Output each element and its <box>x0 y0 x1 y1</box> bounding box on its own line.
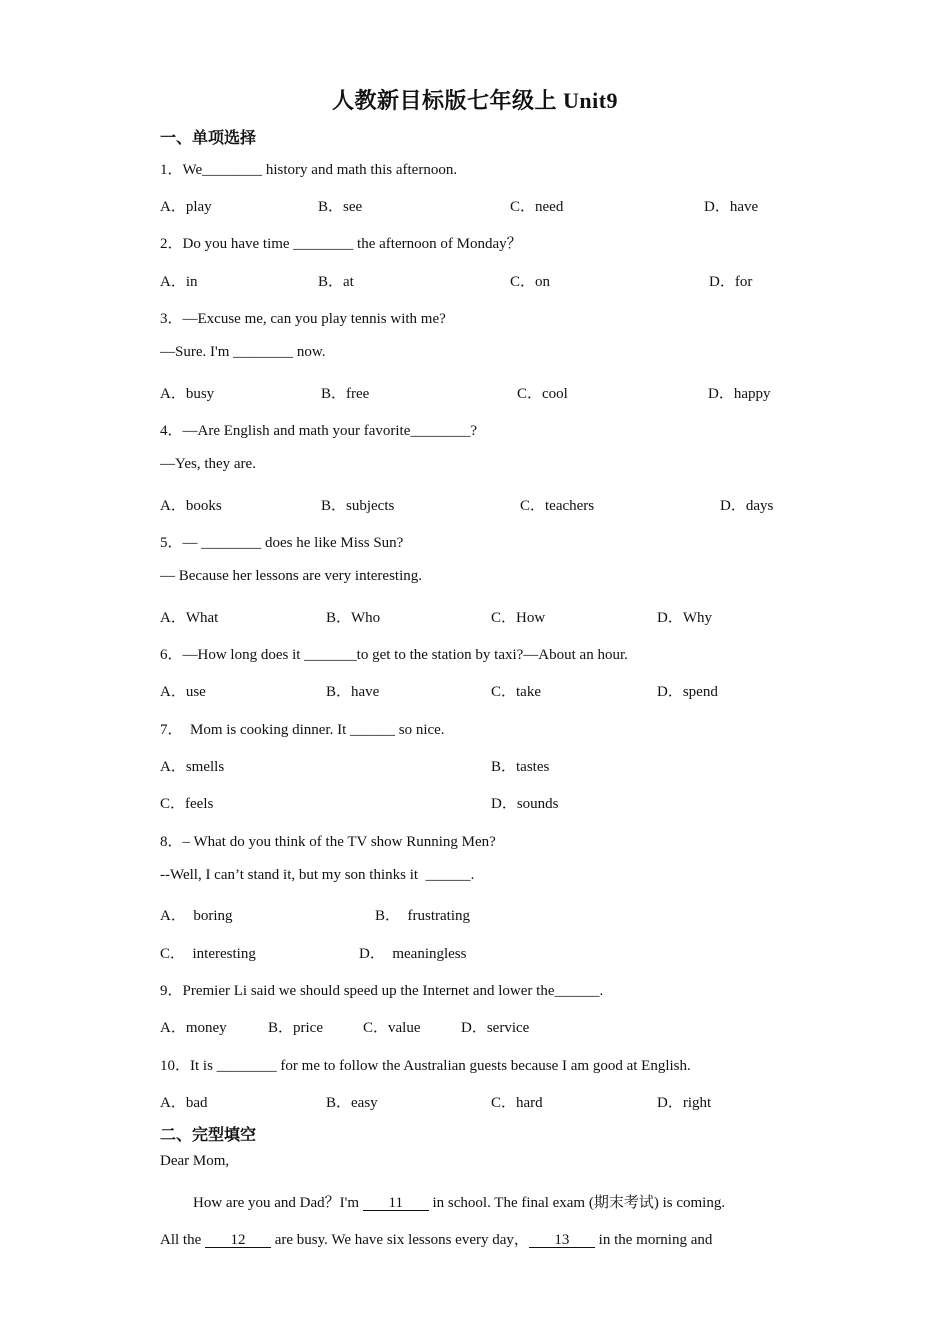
question-6-option-b: B．have <box>326 684 380 700</box>
cloze-line-2 <box>160 1228 712 1249</box>
question-5-option-c: C．How <box>491 610 546 626</box>
question-4-stem-reply: —Yes, they are. <box>160 456 256 472</box>
section-heading-cloze: 二、完型填空 <box>160 1127 257 1144</box>
question-7-option-c: C．feels <box>160 796 214 812</box>
question-1-stem: 1．We________ history and math this afternoon. <box>160 162 458 178</box>
cloze-line-1 <box>193 1191 725 1212</box>
question-5-option-a: A．What <box>160 610 219 626</box>
question-5-stem: 5．— ________ does he like Miss Sun? <box>160 535 404 551</box>
question-2-option-c: C．on <box>510 274 551 290</box>
question-9-option-c: C．value <box>363 1020 421 1036</box>
cloze-greeting: Dear Mom, <box>160 1153 230 1169</box>
question-7-stem: 7． Mom is cooking dinner. It ______ so nice. <box>160 722 445 738</box>
question-10-stem: 10．It is ________ for me to follow the Australian guests because I am good at English. <box>160 1058 691 1074</box>
question-3-stem-reply: —Sure. I'm ________ now. <box>160 344 326 360</box>
question-5-option-b: B．Who <box>326 610 381 626</box>
cloze-text: in school. The final exam (期末考试) is coming. <box>428 1195 726 1211</box>
question-8-stem: 8．– What do you think of the TV show Running Men? <box>160 834 496 850</box>
question-2-option-b: B．at <box>318 274 354 290</box>
question-10-option-d: D．right <box>657 1095 712 1111</box>
question-1-option-a: A．play <box>160 199 212 215</box>
question-5-option-d: D．Why <box>657 610 712 626</box>
question-3-option-c: C．cool <box>517 386 568 402</box>
question-7-option-d: D．sounds <box>491 796 559 812</box>
question-1-option-b: B．see <box>318 199 363 215</box>
question-2-stem: 2．Do you have time ________ the afternoon of Monday？ <box>160 236 522 252</box>
question-4-option-b: B．subjects <box>321 498 395 514</box>
question-7-option-b: B．tastes <box>491 759 550 775</box>
cloze-text: All the <box>160 1232 205 1248</box>
question-4-option-a: A．books <box>160 498 222 514</box>
question-4-stem: 4．—Are English and math your favorite________? <box>160 423 478 439</box>
question-8-stem-reply: --Well, I can’t stand it, but my son thinks it ______. <box>160 867 475 883</box>
question-8-option-a: A． boring <box>160 908 233 924</box>
question-9-option-a: A．money <box>160 1020 227 1036</box>
document-title: 人教新目标版七年级上 Unit9 <box>331 88 619 113</box>
question-2-option-a: A．in <box>160 274 198 290</box>
cloze-blank-11[interactable]: 11 <box>363 1196 429 1211</box>
cloze-text: in the morning and <box>594 1232 713 1248</box>
question-3-option-b: B．free <box>321 386 370 402</box>
question-10-option-b: B．easy <box>326 1095 378 1111</box>
question-1-option-d: D．have <box>704 199 759 215</box>
cloze-text: How are you and Dad？I'm <box>193 1195 363 1211</box>
question-1-option-c: C．need <box>510 199 564 215</box>
question-9-stem: 9．Premier Li said we should speed up the Internet and lower the______. <box>160 983 604 999</box>
cloze-text: are busy. We have six lessons every day， <box>271 1232 529 1248</box>
question-10-option-c: C．hard <box>491 1095 543 1111</box>
question-3-option-a: A．busy <box>160 386 215 402</box>
cloze-blank-12[interactable]: 12 <box>205 1233 271 1248</box>
question-4-option-c: C．teachers <box>520 498 595 514</box>
cloze-blank-13[interactable]: 13 <box>529 1233 595 1248</box>
question-8-option-d: D． meaningless <box>359 946 467 962</box>
question-5-stem-reply: — Because her lessons are very interesting. <box>160 568 422 584</box>
question-6-option-c: C．take <box>491 684 541 700</box>
question-9-option-b: B．price <box>268 1020 323 1036</box>
section-heading-single-choice: 一、单项选择 <box>160 130 257 147</box>
question-8-option-b: B． frustrating <box>375 908 470 924</box>
question-6-stem: 6．—How long does it _______to get to the station by taxi?—About an hour. <box>160 647 628 663</box>
question-3-option-d: D．happy <box>708 386 771 402</box>
question-9-option-d: D．service <box>461 1020 530 1036</box>
question-4-option-d: D．days <box>720 498 774 514</box>
question-8-option-c: C． interesting <box>160 946 256 962</box>
question-3-stem: 3．—Excuse me, can you play tennis with me? <box>160 311 446 327</box>
question-2-option-d: D．for <box>709 274 753 290</box>
question-7-option-a: A．smells <box>160 759 225 775</box>
question-6-option-a: A．use <box>160 684 206 700</box>
question-6-option-d: D．spend <box>657 684 718 700</box>
question-10-option-a: A．bad <box>160 1095 208 1111</box>
